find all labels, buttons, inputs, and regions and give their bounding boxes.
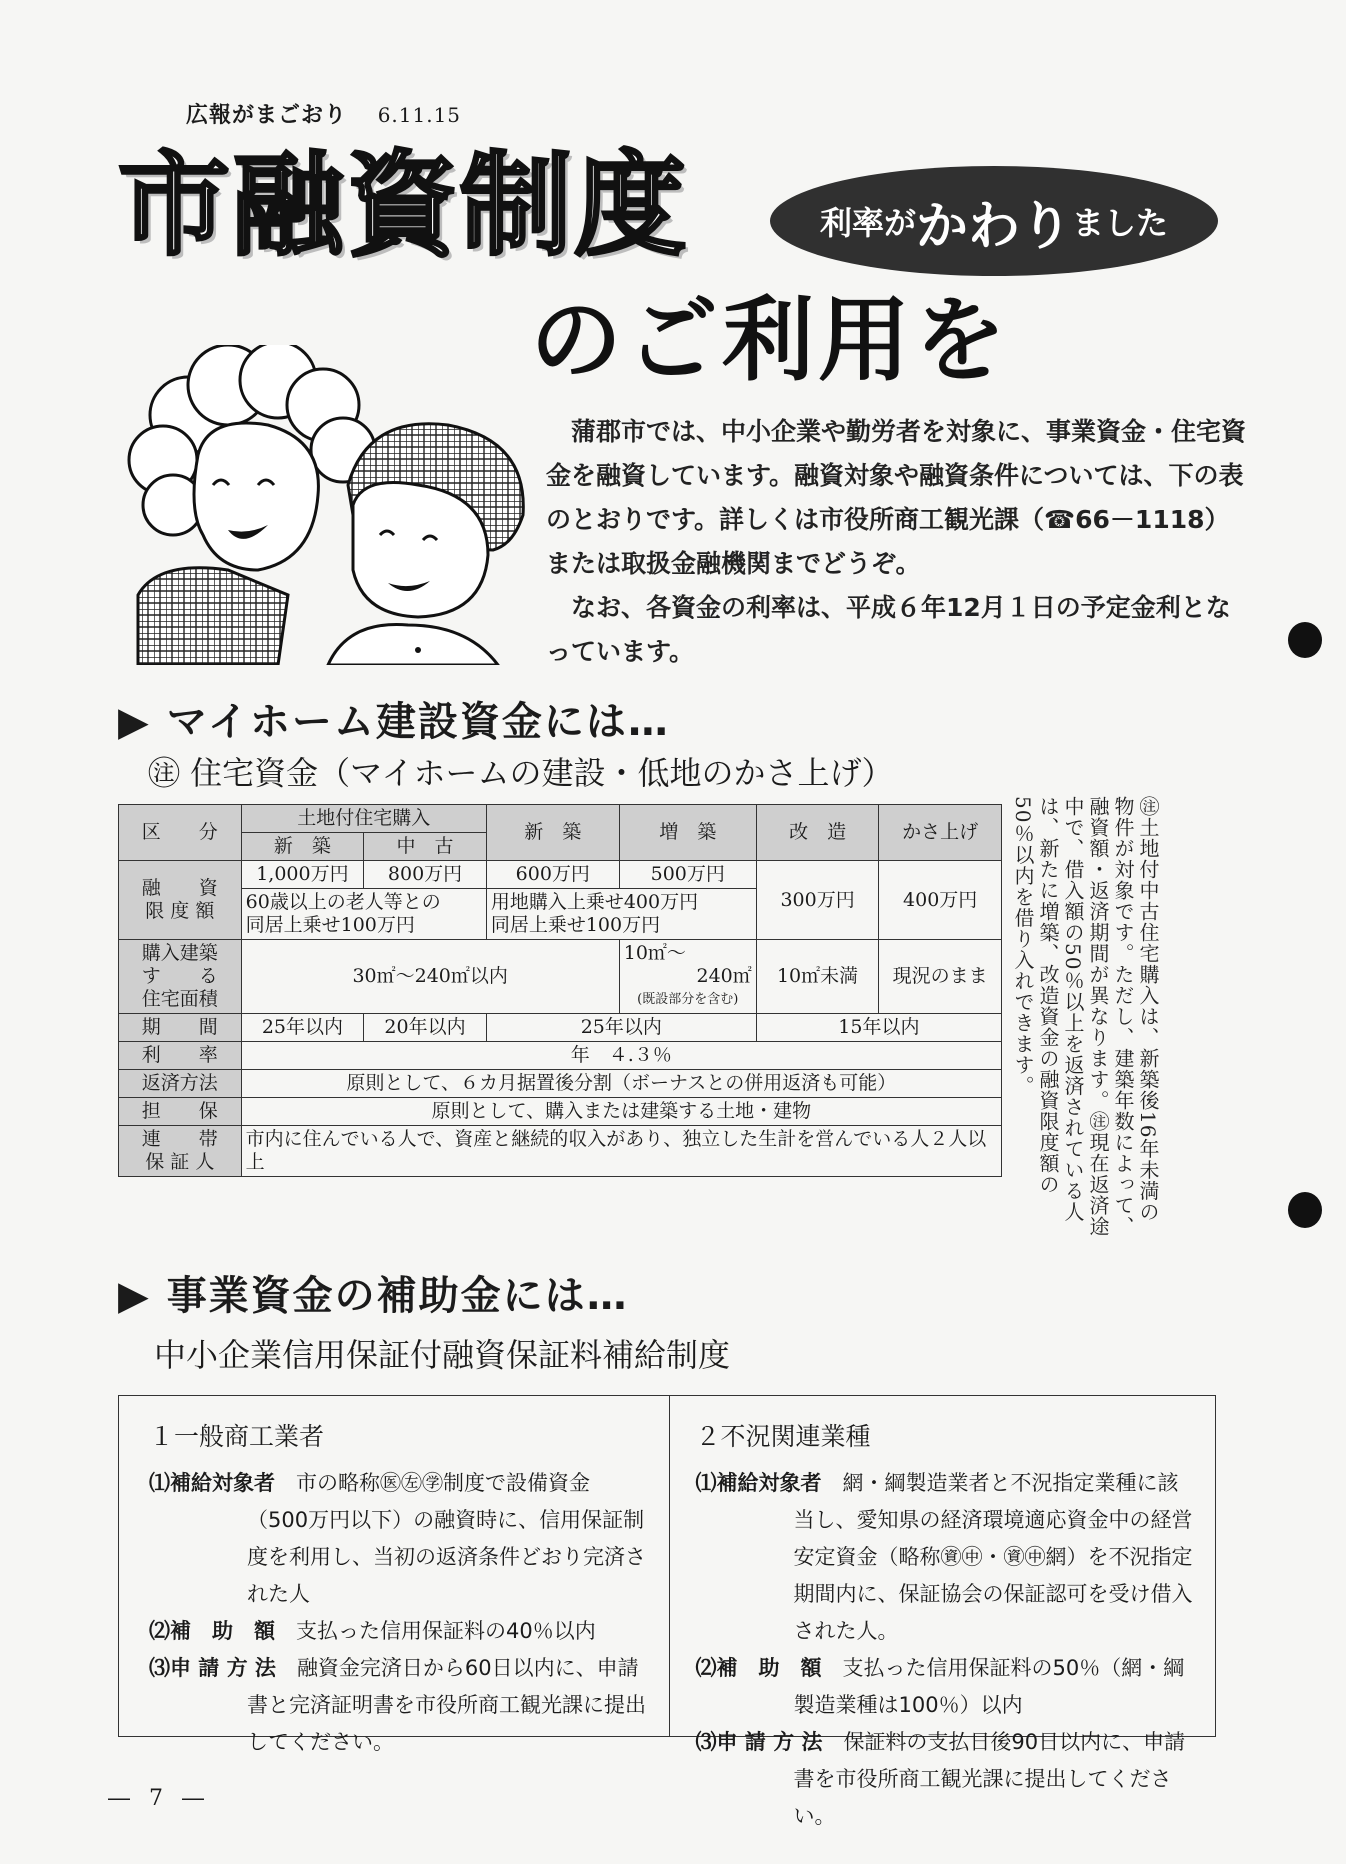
- table-cell: 500万円: [619, 861, 756, 889]
- row-label: 期 間: [119, 1014, 242, 1042]
- table-row: [119, 861, 1002, 889]
- row-label: 購入建築 す る 住宅面積: [119, 940, 242, 1014]
- table-header: 区 分: [119, 805, 242, 861]
- area-range-start: 10㎡～: [623, 942, 686, 964]
- intro-paragraph-2: なお、各資金の利率は、平成６年12月１日の予定金利となっています。: [546, 593, 1231, 666]
- table-cell: 400万円: [879, 861, 1002, 940]
- table-cell: 60歳以上の老人等との 同居上乗せ100万円: [241, 889, 486, 940]
- item-value: 支払った信用保証料の50％（網・綱製造業種は100％）以内: [793, 1656, 1185, 1717]
- table-header: 改 造: [756, 805, 879, 861]
- list-item: [696, 1650, 1196, 1724]
- list-item: [696, 1465, 1196, 1650]
- binding-hole-icon: [1288, 1192, 1322, 1228]
- row-label: 返済方法: [119, 1070, 242, 1098]
- row-label: 担 保: [119, 1098, 242, 1126]
- page-number: ― 7 ―: [108, 1786, 210, 1811]
- item-key: ⑶申 請 方 法: [149, 1656, 276, 1680]
- column-title: １一般商工業者: [149, 1422, 325, 1451]
- general-business-column: [119, 1396, 669, 1754]
- table-header: 中 古: [364, 833, 487, 861]
- table-row: [119, 1126, 1002, 1177]
- table-cell: 600万円: [486, 861, 619, 889]
- table-cell: 現況のまま: [879, 940, 1002, 1014]
- table-cell: 25年以内: [486, 1014, 756, 1042]
- item-key: ⑶申 請 方 法: [695, 1730, 823, 1754]
- table-cell: 原則として、６カ月据置後分割（ボーナスとの併用返済も可能）: [241, 1070, 1001, 1098]
- business-section-subheading: 中小企業信用保証付融資保証料補給制度: [154, 1336, 731, 1374]
- table-cell: 用地購入上乗せ400万円 同居上乗せ100万円: [486, 889, 756, 940]
- table-cell: 10㎡未満: [756, 940, 879, 1014]
- table-header: 土地付住宅購入: [241, 805, 486, 833]
- item-value: 市の略称㊩㊧㊫制度で設備資金（500万円以下）の融資時に、信用保証制度を利用し、当初の返済条件どおり完済された人: [247, 1471, 646, 1606]
- subsidy-box: [118, 1395, 1216, 1828]
- item-value: 支払った信用保証料の40％以内: [296, 1619, 596, 1643]
- business-section-heading: ▶ 事業資金の補助金には…: [118, 1273, 629, 1319]
- table-cell: 15年以内: [756, 1014, 1001, 1042]
- row-label: 融 資 限 度 額: [119, 861, 242, 940]
- row-label: 連 帯 保 証 人: [119, 1126, 242, 1177]
- intro-paragraph-1: 蒲郡市では、中小企業や勤労者を対象に、事業資金・住宅資金を融資しています。融資対象や融資条件については、下の表のとおりです。詳しくは市役所商工観光課（☎66－1118）または取扱金融機関までどうぞ。: [546, 417, 1247, 578]
- item-value: 融資金完済日から60日以内に、申請書と完済証明書を市役所商工観光課に提出してください。: [247, 1656, 646, 1754]
- list-item: [696, 1724, 1196, 1835]
- badge-text-2: かわり: [915, 196, 1072, 257]
- list-item: [149, 1650, 649, 1761]
- table-footnote: ㊟土地付中古住宅購入は、新築後16年未満の物件が対象です。ただし、建築年数によって、融資額・返済期間が異なります。㊟現在返済途中で、借入額の50％以上を返済されている人は、新たに増築、改造資金の融資限度額の50％以内を借り入れできます。: [1011, 796, 1160, 1237]
- item-value: 網・綱製造業者と不況指定業種に該当し、愛知県の経済環境適応資金中の経営安定資金（略称㊮㊥・㊮㊥網）を不況指定期間内に、保証協会の保証認可を受け借入された人。: [793, 1471, 1193, 1643]
- rate-changed-badge: [770, 166, 1218, 276]
- area-range-note: (既設部分を含む): [637, 992, 739, 1007]
- item-key: ⑴補給対象者: [149, 1471, 275, 1495]
- list-item: [149, 1465, 649, 1613]
- table-row: [119, 1014, 1002, 1042]
- table-header: 新 築: [241, 833, 364, 861]
- table-row: [119, 1098, 1002, 1126]
- table-header: 増 築: [619, 805, 756, 861]
- badge-text-1: 利率が: [819, 204, 916, 242]
- table-row: [119, 940, 1002, 1014]
- binding-hole-icon: [1288, 622, 1322, 658]
- table-cell: 20年以内: [364, 1014, 487, 1042]
- publication-header: [186, 98, 461, 129]
- table-cell: 原則として、購入または建築する土地・建物: [241, 1098, 1001, 1126]
- housing-loan-table: [118, 804, 1002, 1177]
- recession-industry-column: [669, 1396, 1216, 1828]
- housing-section-subheading: ㊟ 住宅資金（マイホームの建設・低地のかさ上げ）: [148, 754, 894, 792]
- table-cell: 30㎡～240㎡以内: [241, 940, 619, 1014]
- column-title: ２不況関連業種: [695, 1422, 871, 1451]
- table-header: 新 築: [486, 805, 619, 861]
- item-key: ⑵補 助 額: [149, 1619, 275, 1643]
- title-subline: のご利用を: [530, 287, 1011, 394]
- item-value: 保証料の支払日後90日以内に、申請書を市役所商工観光課に提出してください。: [793, 1730, 1186, 1828]
- table-cell: 市内に住んでいる人で、資産と継続的収入があり、独立した生計を営んでいる人２人以上: [241, 1126, 1001, 1177]
- issue-date: 6.11.15: [377, 103, 462, 127]
- housing-section-heading: ▶ マイホーム建設資金には…: [118, 699, 670, 745]
- badge-text-3: ました: [1072, 204, 1169, 242]
- table-row: [119, 1070, 1002, 1098]
- table-cell: 300万円: [756, 861, 879, 940]
- main-title: 市融資制度: [118, 141, 688, 271]
- item-key: ⑴補給対象者: [695, 1471, 822, 1495]
- table-cell: 1,000万円: [241, 861, 364, 889]
- table-header: かさ上げ: [879, 805, 1002, 861]
- row-label: 利 率: [119, 1042, 242, 1070]
- table-cell: [619, 940, 756, 1014]
- table-row: [119, 805, 1002, 833]
- list-item: [149, 1613, 649, 1650]
- table-cell: 800万円: [364, 861, 487, 889]
- table-cell: 25年以内: [241, 1014, 364, 1042]
- table-cell: 年 ４.３％: [241, 1042, 1001, 1070]
- mother-child-illustration: [118, 345, 538, 665]
- item-key: ⑵補 助 額: [695, 1656, 822, 1680]
- publication-name: 広報がまごおり: [186, 103, 348, 128]
- intro-text: [546, 410, 1246, 674]
- area-range-end: 240㎡: [696, 965, 752, 987]
- table-row: [119, 1042, 1002, 1070]
